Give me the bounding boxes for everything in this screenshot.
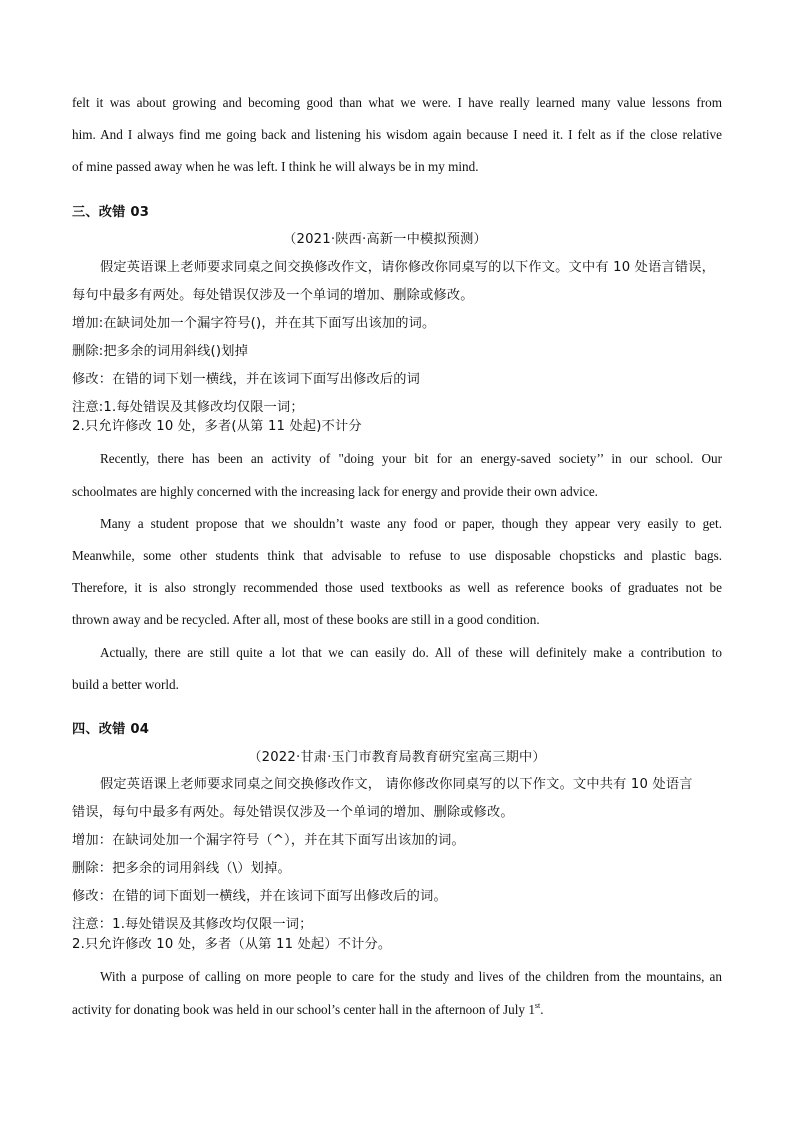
- prev-passage-line-1: felt it was about growing and becoming good than what we were. I have really learned many value lessons from: [72, 95, 722, 110]
- section3-add-rule: 增加:在缺词处加一个漏字符号()，并在其下面写出该加的词。: [72, 316, 436, 331]
- sentence-end: .: [540, 1002, 544, 1017]
- section4-modify-rule: 修改：在错的词下面划一横线，并在该词下面写出修改后的词。: [72, 889, 447, 904]
- section4-instruction-1: 假定英语课上老师要求同桌之间交换修改作文， 请你修改你同桌写的以下作文。文中共有 10 处语言: [100, 777, 693, 792]
- section4-para1-line-2: [72, 1002, 544, 1018]
- prev-passage-line-3: of mine passed away when he was left. I think he will always be in my mind.: [72, 159, 479, 174]
- section3-delete-rule: 删除:把多余的词用斜线()划掉: [72, 344, 248, 359]
- section3-instruction-1: 假定英语课上老师要求同桌之间交换修改作文，请你修改你同桌写的以下作文。文中有 10 处语言错误，: [100, 260, 716, 275]
- section3-para2-line-4: thrown away and be recycled. After all, most of these books are still in a good condition.: [72, 612, 540, 627]
- section3-para3-line-1: Actually, there are still quite a lot that we can easily do. All of these will definitely make a contribution to: [100, 645, 722, 660]
- section4-source: （2022·甘肃·玉门市教育局教育研究室高三期中）: [248, 750, 546, 765]
- section3-note-2: 2.只允许修改 10 处，多者(从第 11 处起)不计分: [72, 419, 362, 434]
- section4-para1-line-2-text: activity for donating book was held in our school’s center hall in the afternoon of July 1: [72, 1002, 535, 1017]
- section3-heading: 三、改错 03: [72, 205, 150, 220]
- section3-para1-line-1: Recently, there has been an activity of "doing your bit for an energy-saved society’’ in our school. Our: [100, 451, 722, 466]
- prev-passage-line-2: him. And I always find me going back and listening his wisdom again because I need it. I felt as if the close relative: [72, 127, 722, 142]
- section3-para3-line-2: build a better world.: [72, 677, 179, 692]
- section4-note-2: 2.只允许修改 10 处，多者（从第 11 处起）不计分。: [72, 937, 392, 952]
- section4-add-rule: 增加：在缺词处加一个漏字符号（^），并在其下面写出该加的词。: [72, 833, 465, 848]
- section3-instruction-2: 每句中最多有两处。每处错误仅涉及一个单词的增加、删除或修改。: [72, 288, 474, 303]
- section3-para2-line-2: Meanwhile, some other students think that advisable to refuse to use disposable chopsticks and plastic bags.: [72, 548, 722, 563]
- section3-para2-line-3: Therefore, it is also strongly recommended those used textbooks as well as reference books of graduates not be: [72, 580, 722, 595]
- section3-note-1: 注意:1.每处错误及其修改均仅限一词；: [72, 400, 304, 415]
- section4-para1-line-1: With a purpose of calling on more people to care for the study and lives of the children from the mountains, an: [100, 969, 722, 984]
- section4-instruction-2: 错误，每句中最多有两处。每处错误仅涉及一个单词的增加、删除或修改。: [72, 805, 514, 820]
- section3-source: （2021·陕西·高新一中模拟预测）: [283, 232, 487, 247]
- ordinal-suffix: st: [534, 1001, 541, 1010]
- section4-note-1: 注意：1.每处错误及其修改均仅限一词；: [72, 917, 313, 932]
- section4-delete-rule: 删除：把多余的词用斜线（\）划掉。: [72, 861, 291, 876]
- section3-modify-rule: 修改：在错的词下划一横线，并在该词下面写出修改后的词: [72, 372, 421, 387]
- section4-heading: 四、改错 04: [72, 722, 150, 737]
- section3-para2-line-1: Many a student propose that we shouldn’t waste any food or paper, though they appear very easily to get.: [100, 516, 722, 531]
- section3-para1-line-2: schoolmates are highly concerned with the increasing lack for energy and provide their own advice.: [72, 484, 598, 499]
